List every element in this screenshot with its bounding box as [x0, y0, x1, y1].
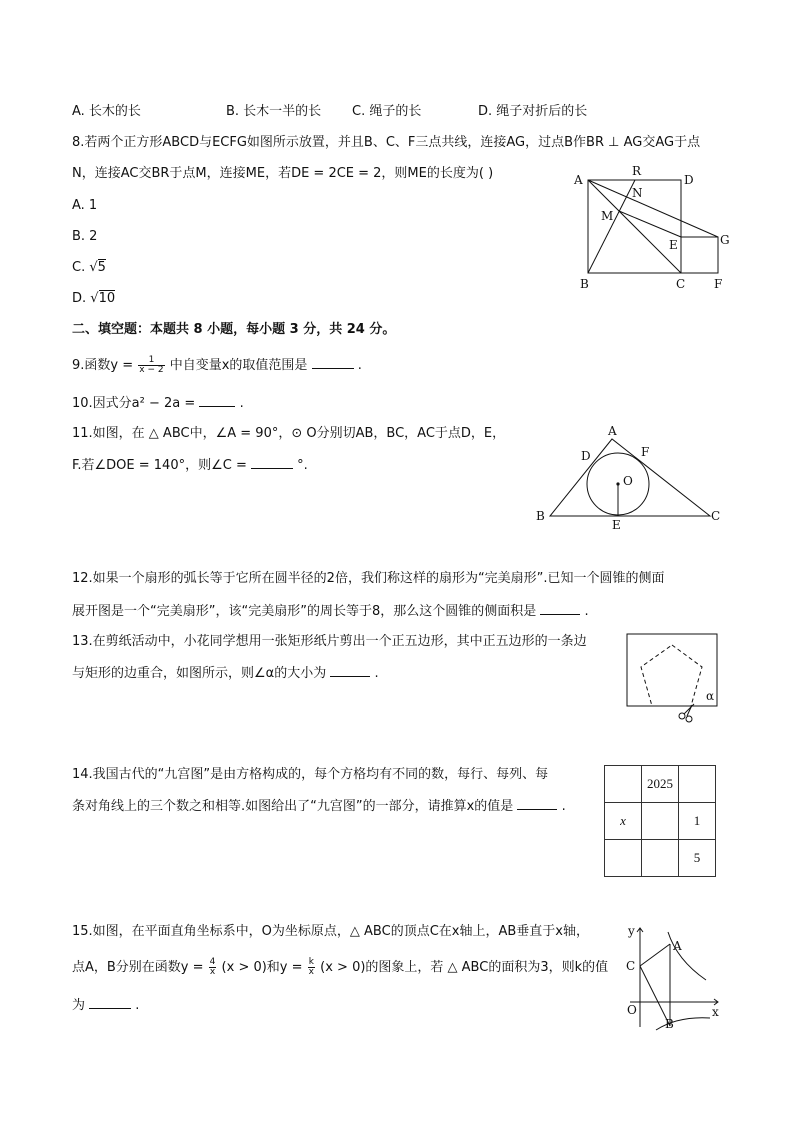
q9-stem: 9.函数y = $\frac{1}{x - 2}$ 中自变量x的取值范围是 .	[72, 355, 362, 375]
q8-label-a: A	[574, 173, 583, 187]
q14-answer-blank[interactable]	[517, 797, 557, 810]
q8-label-r: R	[632, 164, 642, 178]
q14-cell: 5	[679, 840, 716, 877]
q14-cell	[679, 766, 716, 803]
q11-label-f: F	[641, 445, 650, 459]
q9-answer-blank[interactable]	[312, 356, 354, 369]
q7-option-a: A. 长木的长	[72, 104, 141, 119]
q9-fraction: $\frac{1}{x - 2}$	[139, 355, 164, 375]
q11-label-d: D	[581, 449, 591, 463]
q11-triangle-figure	[532, 422, 732, 532]
q14-cell	[642, 803, 679, 840]
q14-grid-row-1	[605, 766, 716, 803]
q15-label-b: B	[665, 1017, 674, 1031]
scissors-icon	[679, 704, 694, 722]
q15-label-o: O	[627, 1003, 637, 1017]
q12-stem-line1: 12.如果一个扇形的弧长等于它所在圆半径的2倍，我们称这样的扇形为“完美扇形”.已知一个圆锥的侧面	[72, 571, 665, 586]
q13-pentagon-figure	[626, 632, 726, 727]
q15-coordinate-figure	[622, 922, 732, 1034]
q8-stem-line2: N，连接AC交BR于点M，连接ME，若DE = 2CE = 2，则ME的长度为( )	[72, 166, 494, 181]
q8-label-c: C	[676, 277, 686, 291]
q15-label-c: C	[626, 959, 636, 973]
q14-grid-row-3	[605, 840, 716, 877]
q15-fraction-2: $\frac{k}{x}$	[308, 957, 314, 977]
q8-option-d-radicand: 10	[98, 291, 116, 306]
q14-magic-square	[604, 765, 716, 877]
q8-option-d: D. √10	[72, 291, 116, 306]
q8-label-g: G	[720, 233, 730, 247]
q15-stem-line2: 点A，B分别在函数y = $\frac{4}{x}$ (x > 0)和y = $\frac{k}{x}$ (x > 0)的图象上，若 △ ABC的面积为3，则k的值	[72, 957, 609, 977]
q14-cell: 1	[679, 803, 716, 840]
q13-stem-line2: 与矩形的边重合，如图所示，则∠α的大小为 .	[72, 666, 379, 681]
q14-cell: x	[605, 803, 642, 840]
q12-answer-blank[interactable]	[540, 602, 580, 615]
q13-label-alpha: α	[706, 689, 715, 703]
q8-squares-figure	[570, 160, 730, 295]
q11-label-e: E	[612, 518, 621, 532]
q14-cell	[642, 840, 679, 877]
q7-option-b: B. 长木一半的长	[226, 104, 322, 119]
q15-stem-line3: 为 .	[72, 998, 140, 1013]
q14-grid-row-2	[605, 803, 716, 840]
q7-option-c: C. 绳子的长	[352, 104, 422, 119]
q8-label-n: N	[632, 186, 643, 200]
q10-stem: 10.因式分a² − 2a = .	[72, 396, 244, 411]
q8-label-b: B	[580, 277, 589, 291]
q8-option-c-radicand: 5	[97, 260, 106, 275]
q15-stem-line1: 15.如图，在平面直角坐标系中，O为坐标原点，△ ABC的顶点C在x轴上，AB垂直于x轴，	[72, 924, 589, 939]
q15-answer-blank[interactable]	[89, 996, 131, 1009]
q14-cell	[605, 766, 642, 803]
q14-stem-line2: 条对角线上的三个数之和相等.如图给出了“九宫图”的一部分，请推算x的值是 .	[72, 799, 566, 814]
q10-answer-blank[interactable]	[199, 394, 235, 407]
q8-stem-line1: 8.若两个正方形ABCD与ECFG如图所示放置，并且B、C、F三点共线，连接AG，过点B作BR ⊥ AG交AG于点	[72, 135, 701, 150]
q15-fraction-1: $\frac{4}{x}$	[209, 957, 216, 977]
q15-label-x: x	[712, 1005, 719, 1019]
q13-stem-line1: 13.在剪纸活动中，小花同学想用一张矩形纸片剪出一个正五边形，其中正五边形的一条边	[72, 634, 587, 649]
q14-stem-line1: 14.我国古代的“九宫图”是由方格构成的，每个方格均有不同的数，每行、每列、每	[72, 767, 549, 782]
q8-label-e: E	[669, 238, 678, 252]
q11-label-b: B	[536, 509, 545, 523]
q8-label-d: D	[684, 173, 694, 187]
q15-label-y: y	[628, 924, 635, 938]
q15-label-a: A	[673, 939, 682, 953]
q13-answer-blank[interactable]	[330, 664, 370, 677]
q11-stem-line1: 11.如图，在 △ ABC中，∠A = 90°，⊙ O分别切AB，BC，AC于点D，E，	[72, 426, 506, 441]
q14-cell	[605, 840, 642, 877]
q8-option-a: A. 1	[72, 198, 98, 213]
q11-label-a: A	[608, 424, 617, 438]
q11-stem-line2: F.若∠DOE = 140°，则∠C = °.	[72, 458, 308, 473]
section-heading: 二、填空题：本题共 8 小题，每小题 3 分，共 24 分。	[72, 322, 396, 337]
q11-answer-blank[interactable]	[251, 456, 293, 469]
q11-label-c: C	[711, 509, 721, 523]
q12-stem-line2: 展开图是一个“完美扇形”，该“完美扇形”的周长等于8，那么这个圆锥的侧面积是 .	[72, 604, 589, 619]
q8-label-f: F	[714, 277, 723, 291]
q7-option-d: D. 绳子对折后的长	[478, 104, 588, 119]
q8-option-c: C. √5	[72, 260, 106, 275]
q11-label-o: O	[623, 474, 633, 488]
q8-option-b: B. 2	[72, 229, 98, 244]
q14-cell: 2025	[642, 766, 679, 803]
q8-label-m: M	[601, 209, 614, 223]
